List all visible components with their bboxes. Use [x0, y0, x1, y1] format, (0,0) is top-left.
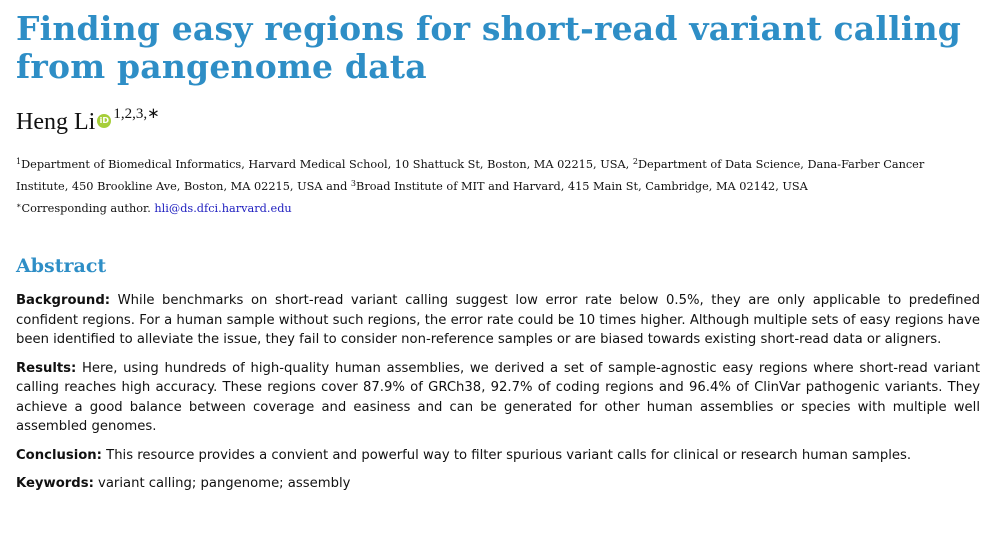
author-line [16, 108, 980, 136]
corresponding-author [16, 196, 980, 218]
abstract-conclusion [16, 446, 980, 466]
results-text: Here, using hundreds of high-quality human assemblies, we derived a set of sample-agnostic easy regions where short-read variant calling reaches high accuracy. These regions cover 87.9% of GRCh38, 92.7% of coding regions and 96.4% of ClinVar pathogenic variants. They achieve a good balance between coverage and easiness and can be generated for other human assemblies or species with multiple well assembled genomes. [16, 360, 980, 434]
abstract-results [16, 359, 980, 437]
background-text: While benchmarks on short-read variant calling suggest low error rate below 0.5%, they are only applicable to predefined confident regions. For a human sample without such regions, the error rate could be 10 times higher. Although multiple sets of easy regions have been identified to alleviate the issue, they fail to consider non-reference samples or are biased towards existing short-read data or aligners. [16, 293, 980, 347]
affiliations [16, 152, 980, 196]
author-name: Heng Li [16, 109, 96, 135]
keywords-text: variant calling; pangenome; assembly [93, 476, 351, 491]
author-affiliation-marks: 1,2,3,∗ [113, 106, 160, 122]
corresponding-email-link[interactable]: hli@ds.dfci.harvard.edu [154, 202, 292, 215]
paper-title: Finding easy regions for short-read variant calling from pangenome data [16, 9, 962, 86]
abstract-heading: Abstract [16, 255, 107, 277]
abstract-keywords [16, 474, 980, 494]
affiliation-mark-2: 2 [632, 157, 638, 166]
affiliation-1: Department of Biomedical Informatics, Harvard Medical School, 10 Shattuck St, Boston, MA 02215, USA, [21, 158, 633, 171]
conclusion-text: This resource provides a convient and powerful way to filter spurious variant calls for clinical or research human samples. [101, 447, 912, 463]
affiliation-2: Department of Data Science, Dana-Farber Cancer Institute, 450 Brookline Ave, Boston, MA 02215, USA and [16, 158, 925, 193]
conclusion-label: Conclusion: [16, 447, 102, 463]
affiliation-3: Broad Institute of MIT and Harvard, 415 Main St, Cambridge, MA 02142, USA [356, 180, 808, 193]
abstract-background [16, 291, 980, 350]
affiliation-mark-1: 1 [16, 157, 22, 166]
results-label: Results: [16, 360, 77, 376]
corresponding-label: Corresponding author. [21, 202, 155, 215]
paper-page [16, 10, 980, 494]
orcid-icon[interactable]: iD [97, 114, 111, 128]
affiliation-mark-3: 3 [350, 179, 357, 188]
background-label: Background: [16, 293, 111, 308]
corresponding-mark: ∗ [16, 201, 22, 210]
keywords-label: Keywords: [16, 476, 94, 491]
